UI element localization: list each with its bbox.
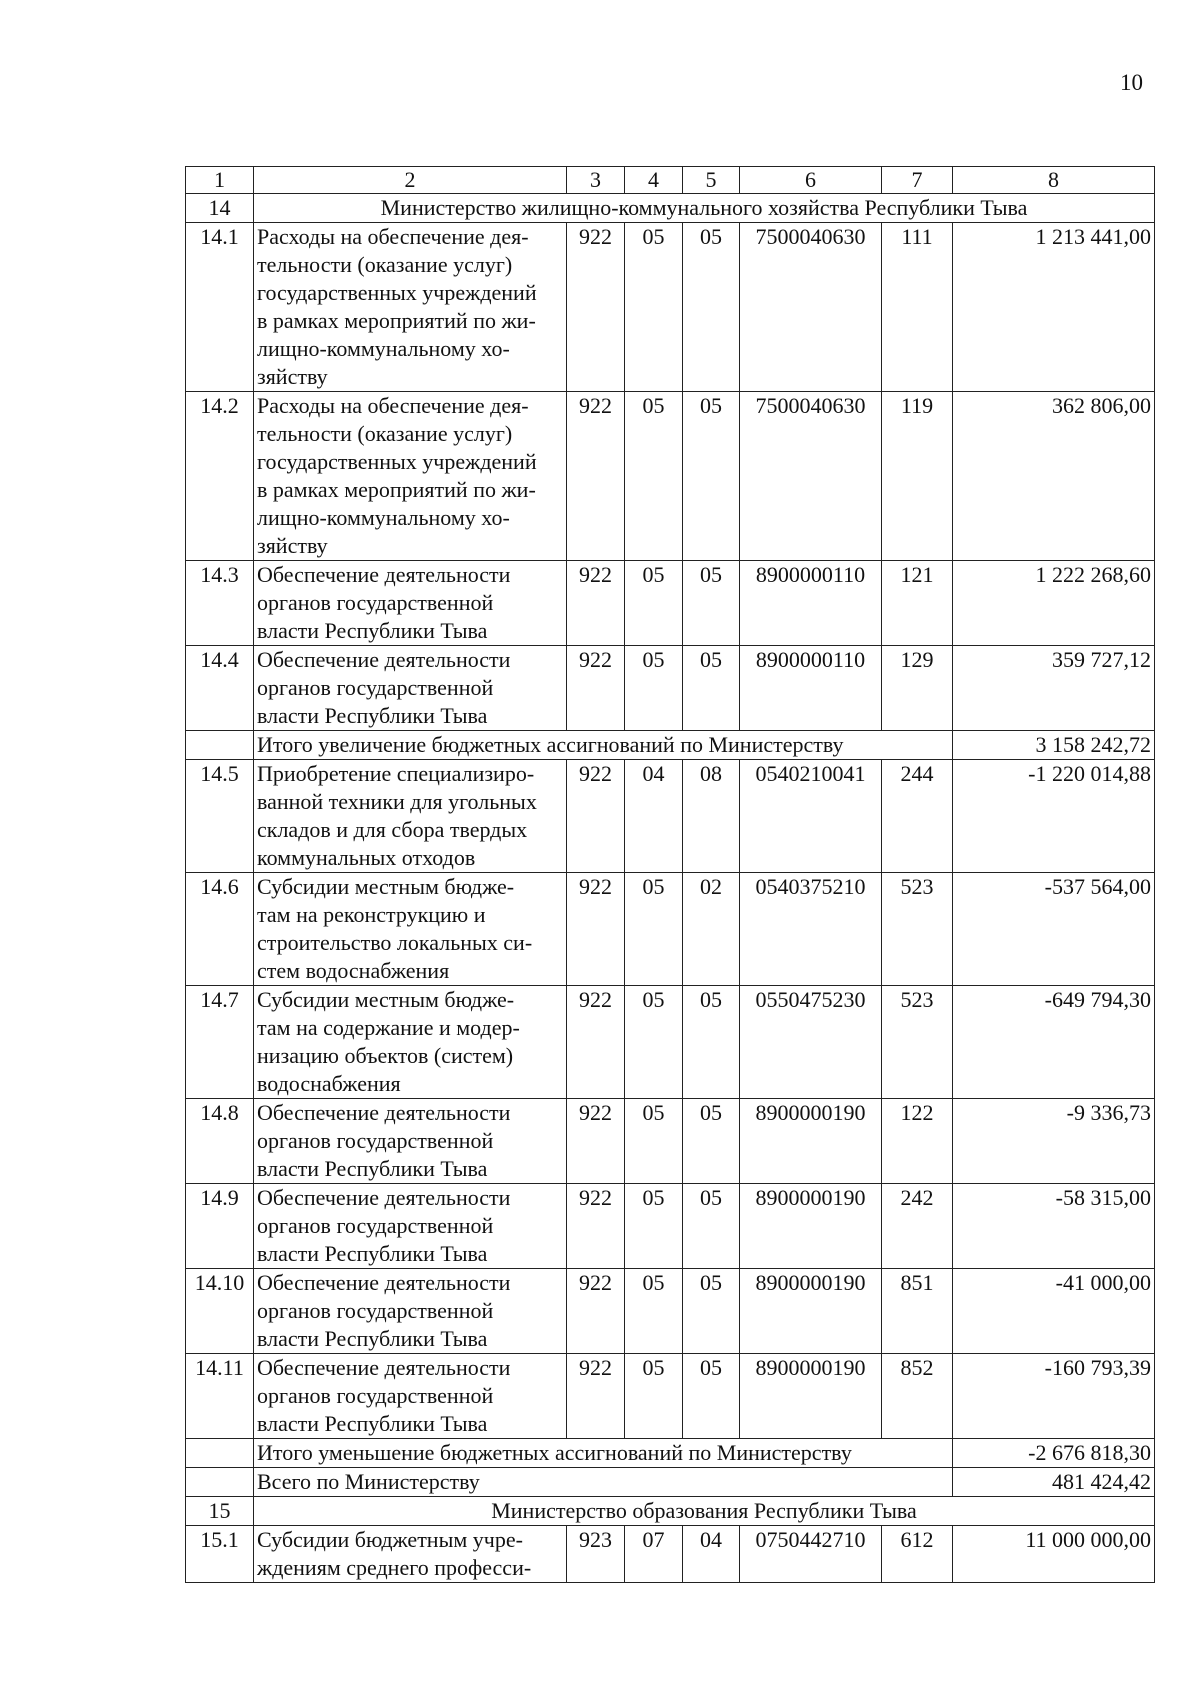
row-number: 14.1 bbox=[186, 223, 254, 392]
empty-cell bbox=[186, 1439, 254, 1468]
subsection-code: 04 bbox=[683, 1526, 740, 1583]
amount: -41 000,00 bbox=[953, 1269, 1155, 1354]
column-header: 8 bbox=[953, 167, 1155, 194]
column-header: 1 bbox=[186, 167, 254, 194]
target-article-code: 0550475230 bbox=[740, 986, 882, 1099]
expense-type-code: 612 bbox=[882, 1526, 953, 1583]
row-description: Обеспечение деятельности органов государственной власти Республики Тыва bbox=[254, 646, 567, 731]
ministry-code: 922 bbox=[567, 392, 625, 561]
column-header: 3 bbox=[567, 167, 625, 194]
total-value: 481 424,42 bbox=[953, 1468, 1155, 1497]
amount: 11 000 000,00 bbox=[953, 1526, 1155, 1583]
ministry-code: 922 bbox=[567, 1184, 625, 1269]
table-row bbox=[186, 1354, 1155, 1439]
table-row bbox=[186, 1526, 1155, 1583]
row-description: Субсидии местным бюдже- там на реконструкцию и строительство локальных си- стем водоснабжения bbox=[254, 873, 567, 986]
subsection-code: 05 bbox=[683, 646, 740, 731]
expense-type-code: 852 bbox=[882, 1354, 953, 1439]
row-description: Расходы на обеспечение дея- тельности (оказание услуг) государственных учреждений в рамках мероприятий по жи- лищно-коммунальному хо- зяйству bbox=[254, 392, 567, 561]
row-description: Обеспечение деятельности органов государственной власти Республики Тыва bbox=[254, 561, 567, 646]
row-description: Обеспечение деятельности органов государственной власти Республики Тыва bbox=[254, 1099, 567, 1184]
ministry-code: 922 bbox=[567, 760, 625, 873]
row-description: Обеспечение деятельности органов государственной власти Республики Тыва bbox=[254, 1269, 567, 1354]
target-article-code: 8900000190 bbox=[740, 1099, 882, 1184]
expense-type-code: 111 bbox=[882, 223, 953, 392]
grand-total-row bbox=[186, 1468, 1155, 1497]
section-code: 05 bbox=[625, 392, 683, 561]
table-row bbox=[186, 646, 1155, 731]
expense-type-code: 523 bbox=[882, 986, 953, 1099]
table-row bbox=[186, 1269, 1155, 1354]
row-number: 14.5 bbox=[186, 760, 254, 873]
row-number: 14.9 bbox=[186, 1184, 254, 1269]
row-number: 14.6 bbox=[186, 873, 254, 986]
row-description: Обеспечение деятельности органов государственной власти Республики Тыва bbox=[254, 1184, 567, 1269]
amount: 1 222 268,60 bbox=[953, 561, 1155, 646]
ministry-code: 922 bbox=[567, 873, 625, 986]
expense-type-code: 119 bbox=[882, 392, 953, 561]
ministry-code: 922 bbox=[567, 1099, 625, 1184]
section-number: 14 bbox=[186, 194, 254, 223]
expense-type-code: 122 bbox=[882, 1099, 953, 1184]
total-value: -2 676 818,30 bbox=[953, 1439, 1155, 1468]
subsection-code: 05 bbox=[683, 986, 740, 1099]
column-header: 6 bbox=[740, 167, 882, 194]
subsection-code: 05 bbox=[683, 561, 740, 646]
amount: -1 220 014,88 bbox=[953, 760, 1155, 873]
row-number: 14.4 bbox=[186, 646, 254, 731]
section-code: 05 bbox=[625, 873, 683, 986]
subsection-code: 05 bbox=[683, 1354, 740, 1439]
ministry-code: 922 bbox=[567, 986, 625, 1099]
row-description: Приобретение специализиро- ванной техники для угольных складов и для сбора твердых коммунальных отходов bbox=[254, 760, 567, 873]
section-code: 05 bbox=[625, 986, 683, 1099]
expense-type-code: 851 bbox=[882, 1269, 953, 1354]
row-number: 14.11 bbox=[186, 1354, 254, 1439]
row-description: Субсидии местным бюдже- там на содержание и модер- низацию объектов (систем) водоснабжения bbox=[254, 986, 567, 1099]
ministry-code: 922 bbox=[567, 223, 625, 392]
row-description: Субсидии бюджетным учре- ждениям среднего професси- bbox=[254, 1526, 567, 1583]
section-code: 05 bbox=[625, 1099, 683, 1184]
column-header: 2 bbox=[254, 167, 567, 194]
amount: 359 727,12 bbox=[953, 646, 1155, 731]
table-row bbox=[186, 986, 1155, 1099]
table-row bbox=[186, 1099, 1155, 1184]
ministry-code: 922 bbox=[567, 646, 625, 731]
total-label: Итого уменьшение бюджетных ассигнований по Министерству bbox=[254, 1439, 953, 1468]
section-row bbox=[186, 1497, 1155, 1526]
ministry-code: 922 bbox=[567, 1269, 625, 1354]
section-code: 05 bbox=[625, 1184, 683, 1269]
increase-total-row bbox=[186, 731, 1155, 760]
subsection-code: 02 bbox=[683, 873, 740, 986]
target-article-code: 8900000190 bbox=[740, 1184, 882, 1269]
row-description: Расходы на обеспечение дея- тельности (оказание услуг) государственных учреждений в рамках мероприятий по жи- лищно-коммунальному хо- зяйству bbox=[254, 223, 567, 392]
section-code: 05 bbox=[625, 646, 683, 731]
subsection-code: 05 bbox=[683, 223, 740, 392]
section-code: 05 bbox=[625, 561, 683, 646]
ministry-code: 922 bbox=[567, 561, 625, 646]
subsection-code: 05 bbox=[683, 1184, 740, 1269]
subsection-code: 05 bbox=[683, 1099, 740, 1184]
header-row bbox=[186, 167, 1155, 194]
row-number: 14.3 bbox=[186, 561, 254, 646]
section-code: 04 bbox=[625, 760, 683, 873]
target-article-code: 7500040630 bbox=[740, 392, 882, 561]
target-article-code: 8900000110 bbox=[740, 561, 882, 646]
column-header: 7 bbox=[882, 167, 953, 194]
target-article-code: 0750442710 bbox=[740, 1526, 882, 1583]
target-article-code: 0540375210 bbox=[740, 873, 882, 986]
section-code: 05 bbox=[625, 1354, 683, 1439]
column-header: 4 bbox=[625, 167, 683, 194]
table-row bbox=[186, 760, 1155, 873]
section-code: 07 bbox=[625, 1526, 683, 1583]
table-row bbox=[186, 873, 1155, 986]
target-article-code: 7500040630 bbox=[740, 223, 882, 392]
target-article-code: 8900000110 bbox=[740, 646, 882, 731]
target-article-code: 0540210041 bbox=[740, 760, 882, 873]
row-number: 14.10 bbox=[186, 1269, 254, 1354]
expense-type-code: 244 bbox=[882, 760, 953, 873]
section-title: Министерство образования Республики Тыва bbox=[254, 1497, 1155, 1526]
amount: -537 564,00 bbox=[953, 873, 1155, 986]
section-code: 05 bbox=[625, 1269, 683, 1354]
ministry-code: 922 bbox=[567, 1354, 625, 1439]
row-description: Обеспечение деятельности органов государственной власти Республики Тыва bbox=[254, 1354, 567, 1439]
row-number: 14.7 bbox=[186, 986, 254, 1099]
column-header: 5 bbox=[683, 167, 740, 194]
row-number: 14.8 bbox=[186, 1099, 254, 1184]
page-number: 10 bbox=[1120, 70, 1143, 95]
section-row bbox=[186, 194, 1155, 223]
subsection-code: 05 bbox=[683, 1269, 740, 1354]
total-label: Всего по Министерству bbox=[254, 1468, 953, 1497]
amount: 1 213 441,00 bbox=[953, 223, 1155, 392]
amount: -160 793,39 bbox=[953, 1354, 1155, 1439]
amount: 362 806,00 bbox=[953, 392, 1155, 561]
section-number: 15 bbox=[186, 1497, 254, 1526]
subsection-code: 08 bbox=[683, 760, 740, 873]
row-number: 14.2 bbox=[186, 392, 254, 561]
section-title: Министерство жилищно-коммунального хозяйства Республики Тыва bbox=[254, 194, 1155, 223]
target-article-code: 8900000190 bbox=[740, 1269, 882, 1354]
target-article-code: 8900000190 bbox=[740, 1354, 882, 1439]
table-row bbox=[186, 1184, 1155, 1269]
subsection-code: 05 bbox=[683, 392, 740, 561]
section-code: 05 bbox=[625, 223, 683, 392]
amount: -649 794,30 bbox=[953, 986, 1155, 1099]
total-label: Итого увеличение бюджетных ассигнований по Министерству bbox=[254, 731, 953, 760]
expense-type-code: 129 bbox=[882, 646, 953, 731]
empty-cell bbox=[186, 1468, 254, 1497]
decrease-total-row bbox=[186, 1439, 1155, 1468]
budget-table bbox=[185, 166, 1155, 1583]
table-row bbox=[186, 223, 1155, 392]
amount: -9 336,73 bbox=[953, 1099, 1155, 1184]
expense-type-code: 242 bbox=[882, 1184, 953, 1269]
ministry-code: 923 bbox=[567, 1526, 625, 1583]
total-value: 3 158 242,72 bbox=[953, 731, 1155, 760]
expense-type-code: 523 bbox=[882, 873, 953, 986]
amount: -58 315,00 bbox=[953, 1184, 1155, 1269]
row-number: 15.1 bbox=[186, 1526, 254, 1583]
empty-cell bbox=[186, 731, 254, 760]
table-row bbox=[186, 561, 1155, 646]
expense-type-code: 121 bbox=[882, 561, 953, 646]
table-row bbox=[186, 392, 1155, 561]
